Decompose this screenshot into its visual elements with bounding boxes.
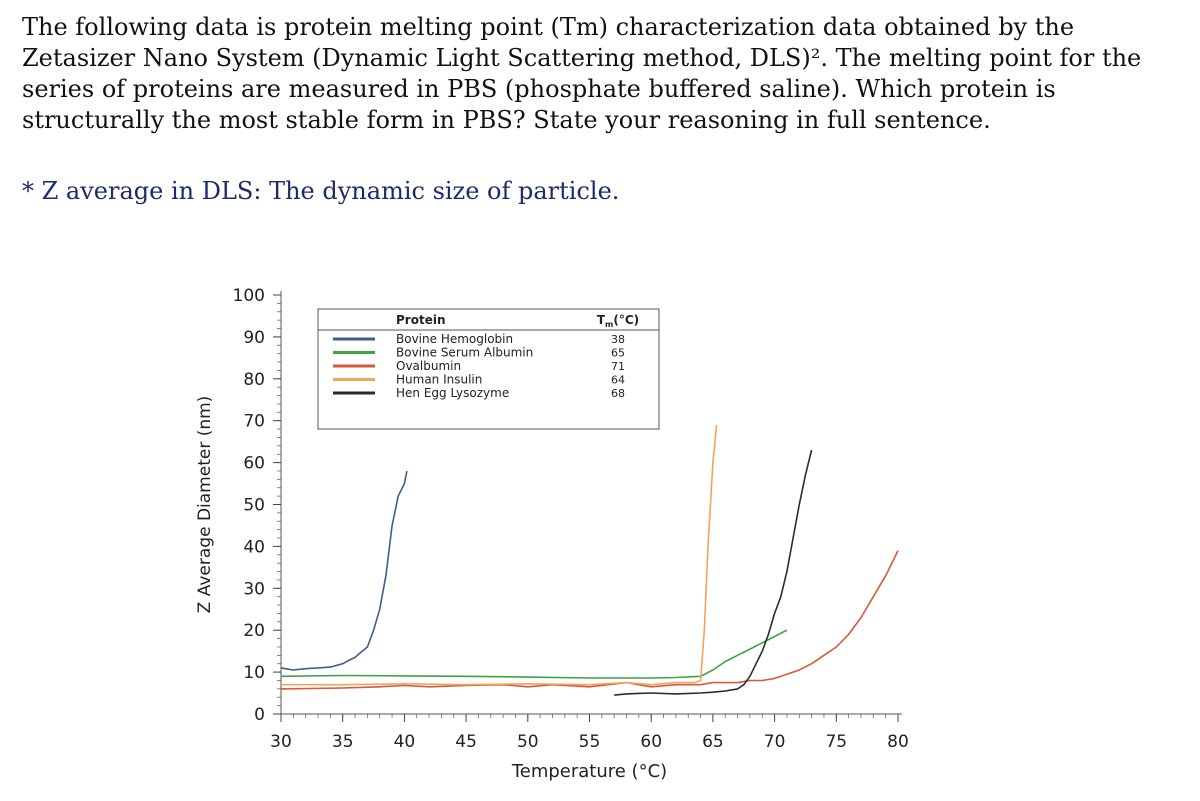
- y-tick-label: 0: [254, 705, 265, 725]
- x-tick-label: 65: [702, 732, 724, 752]
- x-axis-label: Temperature (°C): [511, 761, 668, 782]
- y-tick-label: 40: [243, 537, 265, 558]
- x-tick-label: 35: [331, 732, 354, 752]
- legend-entry-tm: 64: [611, 373, 625, 387]
- y-tick-label: 80: [243, 369, 265, 390]
- y-tick-label: 20: [243, 621, 265, 642]
- question-text: The following data is protein melting point (Tm) characterization data obtained by the Zetasizer Nano System (Dynamic Light Scattering method, DLS)². The melting point for the series of proteins are measured in PBS (phosphate buffered saline). Which protein is structurally the most stable form in PBS? State your reasoning in full sentence.: [22, 13, 1142, 134]
- legend-entry-name: Bovine Hemoglobin: [396, 332, 514, 346]
- legend-header-tm: $T_m(^\circ C)$: [596, 313, 640, 329]
- legend-entry-name: Human Insulin: [396, 372, 483, 387]
- y-tick-label: 10: [243, 663, 265, 684]
- footnote-text: * Z average in DLS: The dynamic size of particle.: [22, 177, 620, 205]
- x-tick-label: 45: [455, 732, 477, 752]
- legend-entry-tm: 38: [611, 333, 625, 346]
- x-tick-label: 40: [393, 732, 416, 752]
- y-tick-label: 60: [243, 453, 265, 474]
- series-line: [281, 630, 787, 678]
- series-line: [614, 450, 811, 695]
- y-axis-label: Z Average Diameter (nm): [195, 395, 215, 614]
- x-tick-label: 80: [887, 732, 909, 752]
- legend-entry-tm: 65: [611, 346, 625, 360]
- x-tick-label: 30: [270, 732, 292, 752]
- y-tick-label: 70: [243, 411, 265, 432]
- legend-header-protein: Protein: [396, 313, 446, 327]
- x-tick-label: 70: [763, 732, 786, 752]
- x-tick-label: 50: [516, 732, 539, 752]
- legend-entry-name: Bovine Serum Albumin: [396, 345, 534, 360]
- y-tick-label: 30: [243, 579, 265, 600]
- legend-entry-name: Ovalbumin: [396, 359, 462, 373]
- legend-entry-tm: 68: [611, 387, 625, 400]
- y-tick-label: 90: [243, 327, 265, 348]
- x-tick-label: 75: [825, 732, 848, 752]
- y-tick-label: 100: [232, 286, 265, 306]
- x-tick-label: 60: [640, 732, 663, 752]
- legend-entry-tm: 71: [611, 360, 625, 373]
- x-tick-label: 55: [578, 732, 601, 752]
- y-tick-label: 50: [243, 495, 265, 516]
- legend-entry-name: Hen Egg Lysozyme: [396, 386, 510, 400]
- series-line: [281, 425, 717, 685]
- series-line: [281, 551, 898, 689]
- series-line: [281, 471, 407, 670]
